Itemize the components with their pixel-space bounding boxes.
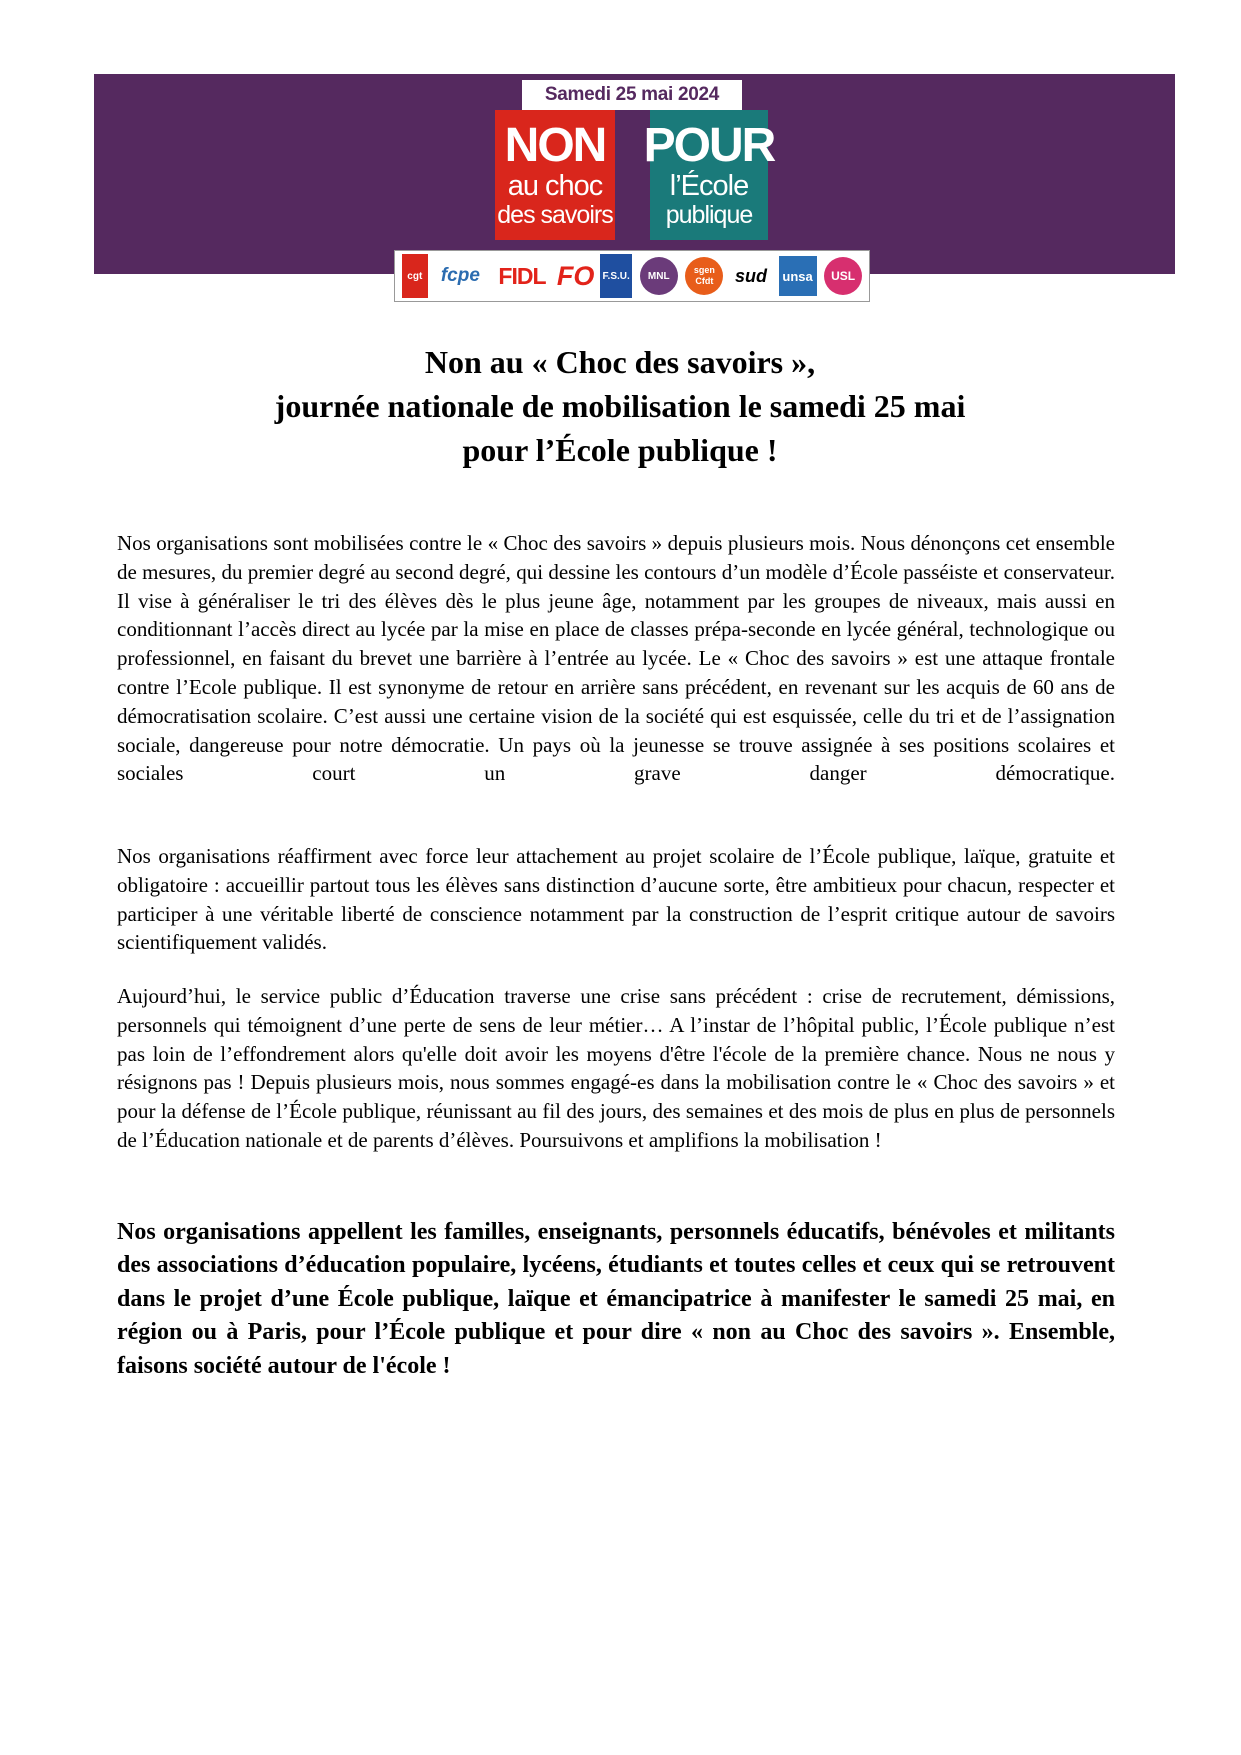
slogan-pour-title: POUR	[643, 119, 775, 172]
slogan-pour-line2: publique	[665, 201, 753, 229]
call-to-action-paragraph: Nos organisations appellent les familles, enseignants, personnels éducatifs, bénévoles et militants des associations d’éducation populaire, lycéens, étudiants et toutes celles et ceux qui se retrouvent dans le projet d’une École publique, laïque et émancipatrice à manifester le samedi 25 mai, en région ou à Paris, pour l’École publique et pour dire « non au Choc des savoirs ». Ensemble, faisons société autour de l'école !	[117, 1219, 1115, 1379]
slogan-non-line1: au choc	[507, 170, 603, 202]
cgt-logo: cgt	[402, 254, 428, 298]
title-line-2: journée nationale de mobilisation le samedi 25 mai	[274, 388, 966, 424]
slogan-pour-box	[643, 110, 775, 240]
union-logos-strip	[394, 250, 870, 302]
body-paragraph-3: Aujourd’hui, le service public d’Éducation traverse une crise sans précédent : crise de recrutement, démissions, personnels qui témoignent d’une perte de sens de leur métier… A l’instar de l’hôpital public, l’École publique n’est pas loin de l’effondrement alors qu'elle doit avoir les moyens d'être l'école de la première chance. Nous ne nous y résignons pas ! Depuis plusieurs mois, nous sommes engagé-es dans la mobilisation contre le « Choc des savoirs » et pour la défense de l’École publique, réunissant au fil des jours, des semaines et des mois de plus en plus de personnels de l’Éducation nationale et de parents d’élèves. Poursuivons et amplifions la mobilisation !	[117, 984, 1115, 1152]
slogan-non-line2: des savoirs	[497, 201, 613, 229]
fcpe-logo: fcpe	[440, 265, 480, 286]
slogan-non-box	[495, 110, 615, 240]
unsa-logo: unsa	[779, 256, 817, 296]
mnl-logo: MNL	[640, 257, 678, 295]
slogan-pour-line1: l’École	[669, 170, 749, 202]
fidl-logo: FIDL	[498, 262, 546, 289]
fsu-logo: F.S.U.	[600, 254, 632, 298]
body-paragraph-2: Nos organisations réaffirment avec force leur attachement au projet scolaire de l’École publique, laïque, gratuite et obligatoire : accueillir partout tous les élèves sans distinction d’aucune sorte, être ambitieux pour chacun, respecter et participer à une véritable liberté de conscience notamment par la construction de l’esprit critique autour de savoirs scientifiquement validés.	[117, 844, 1115, 955]
body-paragraph-1: Nos organisations sont mobilisées contre le « Choc des savoirs » depuis plusieurs mois. Nous dénonçons cet ensemble de mesures, du premier degré au second degré, qui dessine les contours d’un modèle d’École passéiste et conservateur. Il vise à généraliser le tri des élèves dès le plus jeune âge, notamment par les groupes de niveaux, mais aussi en conditionnant l’accès direct au lycée par la mise en place de classes prépa-seconde en lycée général, technologique ou professionnel, en faisant du brevet une barrière à l’entrée au lycée. Le « Choc des savoirs » est une attaque frontale contre l’Ecole publique. Il est synonyme de retour en arrière sans précédent, en revenant sur les acquis de 60 ans de démocratisation scolaire. C’est aussi une certaine vision de la société qui est esquissée, celle du tri et de l’assignation sociale, dangereuse pour notre démocratie. Un pays où la jeunesse se trouve assignée à ses positions scolaires et sociales court un grave danger démocratique.	[117, 531, 1115, 786]
sud-logo: sud	[734, 265, 767, 286]
title-line-3: pour l’École publique !	[462, 432, 778, 468]
sgen-cfdt-logo: sgen Cfdt	[685, 257, 723, 295]
slogan-non-title: NON	[504, 119, 606, 172]
event-date-label: Samedi 25 mai 2024	[522, 80, 742, 110]
page-title	[120, 340, 1120, 472]
title-line-1: Non au « Choc des savoirs »,	[424, 344, 816, 380]
fo-logo: FO	[556, 260, 595, 291]
usl-logo: USL	[824, 257, 862, 295]
